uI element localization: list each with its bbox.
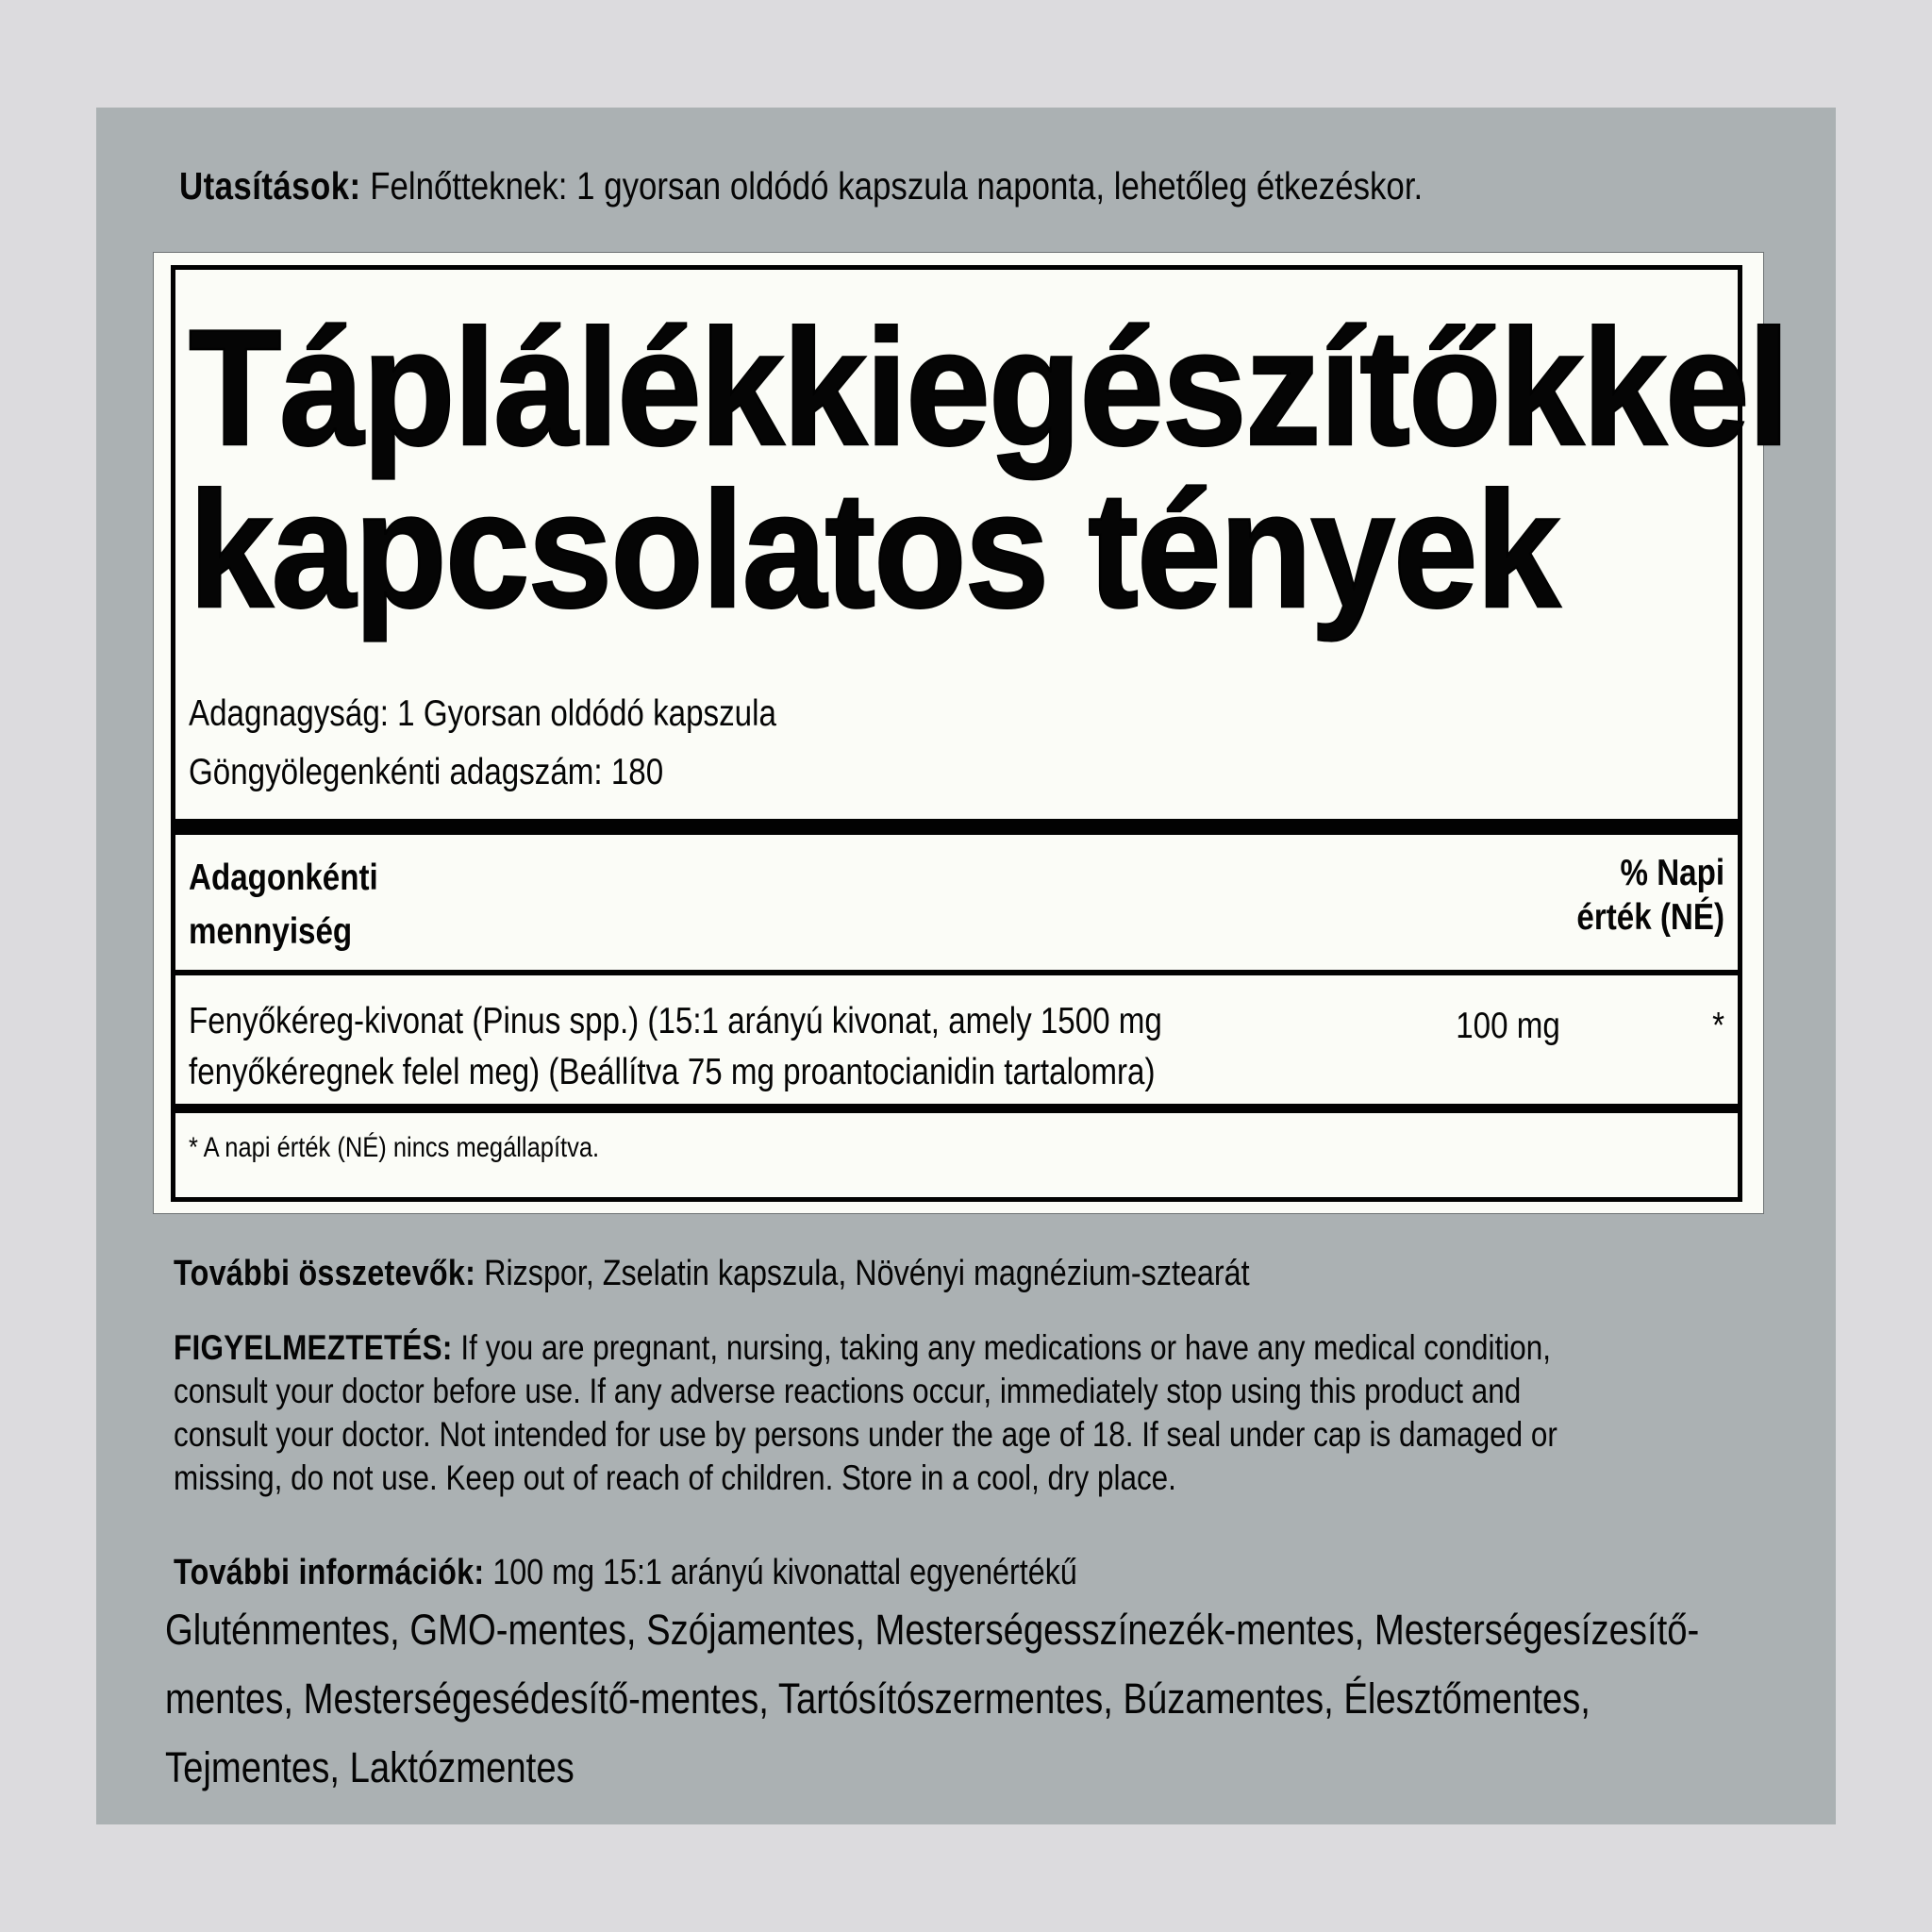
daily-value-footnote: * A napi érték (NÉ) nincs megállapítva. [189,1132,600,1163]
warning-text: If you are pregnant, nursing, taking any medications or have any medical condition, consult your doctor before use. If any adverse reactions occur, immediately stop using this product and consult your doctor. Not intended for use by persons under the age of 18. If seal under cap is damaged or missing, do not use. Keep out of reach of children. Store in a cool, dry place. [174,1328,1557,1497]
facts-header-row [189,851,1724,958]
divider-thick [175,819,1738,835]
facts-title-line2: kapcsolatos tények [189,458,1559,642]
more-info-line [174,1551,1913,1595]
free-from-claims [165,1595,1905,1802]
directions-text: Felnőtteknek: 1 gyorsan oldódó kapszula naponta, lehetőleg étkezéskor. [370,164,1424,208]
free-from-line: Tejmentes, Laktózmentes [165,1743,575,1791]
column-header-amount-per-serving: Adagonkénti mennyiség [189,858,378,952]
other-ingredients-label: További összetevők: [174,1254,476,1293]
warning-label: FIGYELMEZTETÉS: [174,1328,453,1367]
facts-title [189,296,1789,642]
divider-thin [175,970,1738,975]
free-from-line: Gluténmentes, GMO-mentes, Szójamentes, Mesterségesszínezék-mentes, Mesterségesízesítő- [165,1606,1700,1654]
divider-medium [175,1104,1738,1113]
more-info-label: További információk: [174,1553,485,1592]
other-ingredients-text: Rizspor, Zselatin kapszula, Növényi magnézium-sztearát [484,1254,1250,1293]
more-info-text: 100 mg 15:1 arányú kivonattal egyenértékű [492,1553,1077,1592]
ingredient-row [189,996,1724,1098]
ingredient-name: Fenyőkéreg-kivonat (Pinus spp.) (15:1 arányú kivonat, amely 1500 mg fenyőkéregnek felel meg) (Beállítva 75 mg proantocianidin tartalomra) [189,1001,1162,1092]
column-header-daily-value: % Napi érték (NÉ) [1576,853,1725,938]
directions-line [179,162,1919,209]
directions-label: Utasítások: [179,164,361,208]
servings-per-container: Göngyölegenkénti adagszám: 180 [189,752,664,792]
label-panel [96,108,1836,1824]
other-ingredients-line [174,1252,1913,1296]
ingredient-daily-value-asterisk: * [1712,1006,1725,1046]
facts-title-line1: Táplálékkiegészítőkkel [189,296,1789,480]
supplement-facts-box [154,253,1789,1213]
ingredient-amount: 100 mg [1456,1006,1560,1046]
free-from-line: mentes, Mesterségesédesítő-mentes, Tartósítószermentes, Búzamentes, Élesztőmentes, [165,1674,1591,1723]
warning-paragraph [174,1326,1587,1500]
facts-content [175,270,1789,1197]
serving-size: Adagnagyság: 1 Gyorsan oldódó kapszula [189,693,776,734]
